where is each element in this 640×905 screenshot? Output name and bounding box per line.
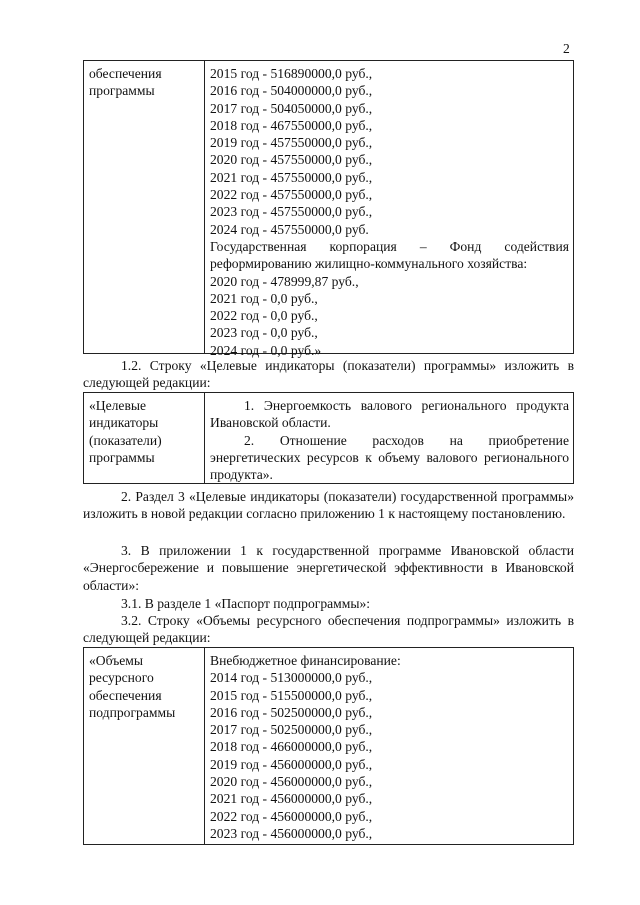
funding-year-row: 2015 год - 516890000,0 руб.,	[210, 66, 373, 81]
indicator-text: Энергоемкость валового регионального продукта Ивановской области.	[210, 398, 569, 431]
indicator-item	[210, 432, 569, 484]
paragraph-3-2: 3.2. Строку «Объемы ресурсного обеспечения подпрограммы» изложить в следующей редакции:	[83, 613, 574, 646]
subprogram-label-cell	[84, 648, 205, 844]
funding-year-row: 2022 год - 456000000,0 руб.,	[210, 808, 373, 824]
label-line: «Объемы	[89, 653, 143, 668]
fund-year-row: 2021 год - 0,0 руб.,	[210, 290, 318, 306]
funding-year-row: 2017 год - 504050000,0 руб.,	[210, 100, 373, 116]
indicator-number: 2.	[244, 432, 255, 448]
funding-heading: Внебюджетное финансирование:	[210, 653, 401, 668]
label-line: программы	[89, 449, 155, 465]
fund-year-row: 2023 год - 0,0 руб.,	[210, 325, 318, 341]
paragraph-2: 2. Раздел 3 «Целевые индикаторы (показатели) государственной программы» изложить в новой редакции согласно приложению 1 к настоящему постановлению.	[83, 489, 574, 522]
indicators-label-cell	[84, 393, 205, 483]
label-line: индикаторы	[89, 415, 159, 431]
funding-year-row: 2022 год - 457550000,0 руб.,	[210, 187, 373, 203]
funding-year-row: 2021 год - 457550000,0 руб.,	[210, 169, 373, 185]
fund-year-row: 2022 год - 0,0 руб.,	[210, 308, 318, 324]
fund-year-row: 2020 год - 478999,87 руб.,	[210, 273, 359, 289]
fund-heading-line: Государственная корпорация – Фонд содействия	[210, 238, 569, 254]
funding-year-row: 2023 год - 456000000,0 руб.,	[210, 825, 373, 841]
label-line: ресурсного	[89, 670, 154, 686]
funding-year-row: 2014 год - 513000000,0 руб.,	[210, 670, 373, 686]
label-line: «Целевые	[89, 398, 147, 413]
subprogram-funding-table	[83, 647, 574, 845]
funding-year-row: 2020 год - 457550000,0 руб.,	[210, 152, 373, 168]
label-line: подпрограммы	[89, 704, 176, 720]
indicators-value-cell	[205, 393, 573, 483]
funding-year-row: 2019 год - 456000000,0 руб.,	[210, 756, 373, 772]
funding-year-row: 2017 год - 502500000,0 руб.,	[210, 722, 373, 738]
label-line: (показатели)	[89, 432, 162, 448]
paragraph-3-1: 3.1. В разделе 1 «Паспорт подпрограммы»:	[121, 596, 371, 611]
funding-table-value-cell	[205, 61, 573, 358]
subprogram-value-cell	[205, 648, 573, 844]
funding-year-row: 2023 год - 457550000,0 руб.,	[210, 204, 373, 220]
funding-year-row: 2020 год - 456000000,0 руб.,	[210, 774, 373, 790]
funding-year-row: 2021 год - 456000000,0 руб.,	[210, 791, 373, 807]
paragraph-1-2: 1.2. Строку «Целевые индикаторы (показатели) программы» изложить в следующей редакции:	[83, 358, 574, 391]
indicators-table	[83, 392, 574, 484]
funding-year-row: 2019 год - 457550000,0 руб.,	[210, 135, 373, 151]
funding-year-row: 2018 год - 467550000,0 руб.,	[210, 117, 373, 133]
fund-heading-line: реформированию жилищно-коммунального хозяйства:	[210, 256, 528, 272]
label-line: программы	[89, 83, 155, 99]
label-line: обеспечения	[89, 687, 162, 703]
funding-year-row: 2024 год - 457550000,0 руб.	[210, 221, 369, 237]
label-line: обеспечения	[89, 66, 162, 81]
funding-table	[83, 60, 574, 358]
indicator-text: Отношение расходов на приобретение энергетических ресурсов к объему валового регионального продукта».	[210, 432, 569, 483]
funding-year-row: 2016 год - 504000000,0 руб.,	[210, 83, 373, 99]
indicator-number: 1.	[244, 398, 255, 413]
funding-year-row: 2016 год - 502500000,0 руб.,	[210, 704, 373, 720]
indicator-item	[210, 397, 569, 432]
page-number: 2	[563, 41, 570, 56]
funding-year-row: 2015 год - 515500000,0 руб.,	[210, 687, 373, 703]
funding-year-row: 2018 год - 466000000,0 руб.,	[210, 739, 373, 755]
funding-table-label-cell	[84, 61, 205, 353]
paragraph-3: 3. В приложении 1 к государственной программе Ивановской области «Энергосбережение и повышение энергетической эффективности в Ивановской области»:	[83, 543, 574, 593]
fund-year-row: 2024 год - 0,0 руб.»	[210, 342, 322, 358]
